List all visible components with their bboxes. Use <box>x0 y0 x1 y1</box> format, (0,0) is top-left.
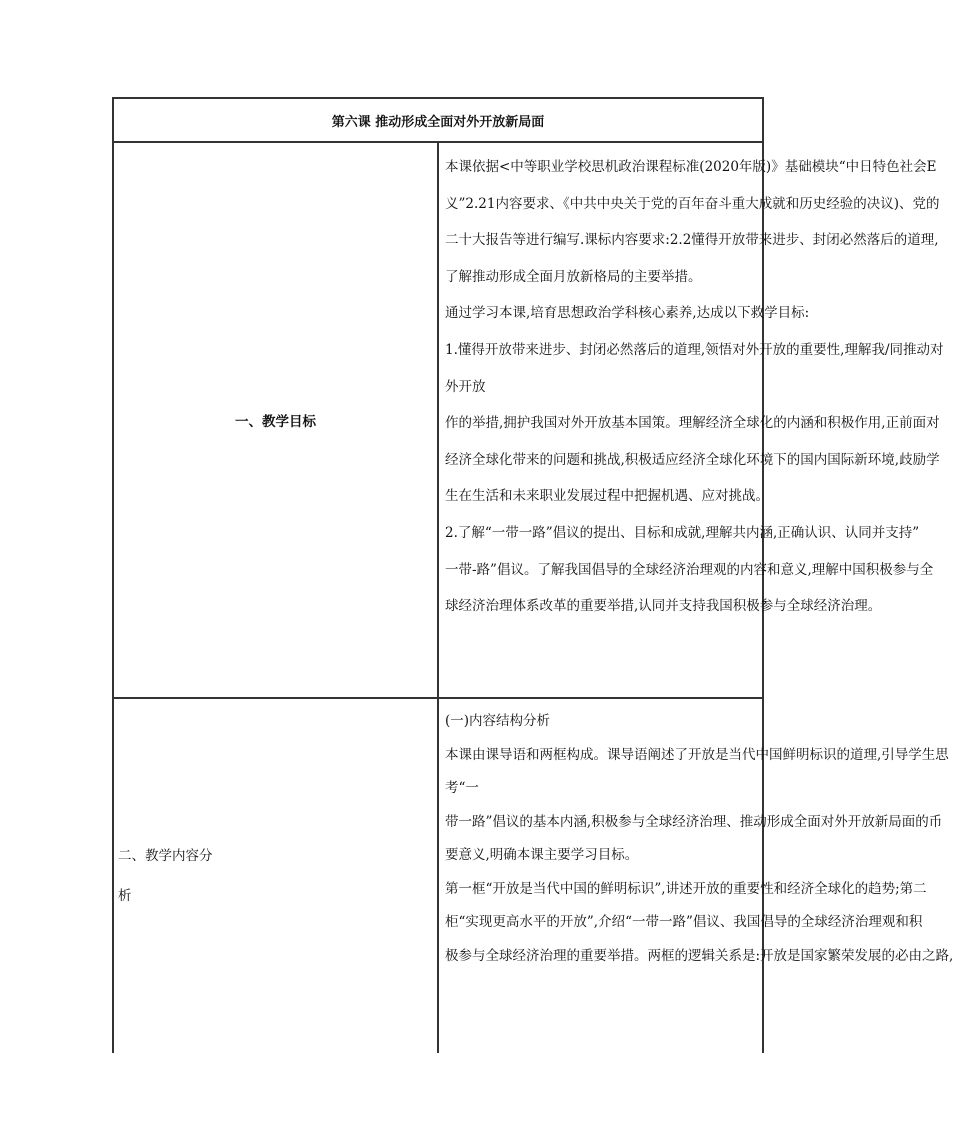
table-row <box>113 698 763 1053</box>
section-content-teaching-goals <box>438 142 944 698</box>
section-label-line: 析 <box>118 888 132 904</box>
section-label-content-analysis <box>113 698 438 1053</box>
lesson-plan-table <box>112 97 953 1053</box>
text-line: 球经济治理体系改革的重要举措,认同并支持我国积极参与全球经济治理。 <box>445 598 882 615</box>
text-line: 了解推动形成全面月放新格局的主要举措。 <box>445 268 702 285</box>
text-line: 经济全球化带来的问题和挑战,积极适应经济全球化环境下的国内国际新环境,歧励学 <box>445 451 940 468</box>
text-line: 外开放 <box>445 378 486 395</box>
table-title: 第六课 推动形成全面对外开放新局面 <box>113 98 763 142</box>
section-content-content-analysis <box>438 698 953 1053</box>
section-label-line: 二、教学内容分 <box>118 848 213 864</box>
text-line: 2.了解“一带一路”倡议的提出、目标和成就,理解共内涵,正确认识、认同并支持” <box>445 524 920 541</box>
text-line: 一带-路”倡议。了解我国倡导的全球经济治理观的内容和意义,理解中国积极参与全 <box>445 561 934 578</box>
text-line: 作的举措,拥护我国对外开放基本国策。理解经济全球化的内涵和积极作用,正前面对 <box>445 415 940 432</box>
text-line: (一)内容结构分析 <box>445 713 551 729</box>
text-line: 二十大报告等进行编写.课标内容要求:2.2懂得开放带来进步、封闭必然落后的道理, <box>445 232 939 249</box>
text-line: 考“一 <box>445 780 479 796</box>
table-row <box>113 142 763 698</box>
text-line: 本课由课导语和两框构成。课导语阐述了开放是当代中国鲜明标识的道理,引导学生思 <box>445 746 949 763</box>
text-line: 义”2.21内容要求、《中共中央关于党的百年奋斗重大成就和历史经验的决议)、党的 <box>445 195 940 212</box>
text-line: 第一框“开放是当代中国的鲜明标识”,讲述开放的重要性和经济全球化的趋势;第二 <box>445 880 927 897</box>
text-line: 带一路”倡议的基本内涵,积极参与全球经济治理、推动形成全面对外开放新局面的币 <box>445 813 943 830</box>
text-line: 极参与全球经济治理的重要举措。两框的逻辑关系是:开放是国家繁荣发展的必由之路, <box>445 947 953 964</box>
text-line: 通过学习本课,培育思想政治学科核心素养,达成以下救学目标: <box>445 305 810 322</box>
section-label-teaching-goals: 一、教学目标 <box>113 142 438 698</box>
text-line: 要意义,明确本课主要学习目标。 <box>445 847 639 863</box>
text-line: 本课依据<中等职业学校思机政治课程标准(2020年版)》基础模块“中日特色社会E <box>445 159 937 175</box>
text-line: 生在生活和未来职业发展过程中把握机遇、应对挑战。 <box>445 488 769 505</box>
text-line: 1.懂得开放带来进步、封闭必然落后的道理,领悟对外开放的重要性,理解我/同推动对 <box>445 341 944 358</box>
text-line: 柜“实现更高水平的开放”,介绍“一带一路”倡议、我国倡导的全球经济治理观和积 <box>445 914 923 930</box>
